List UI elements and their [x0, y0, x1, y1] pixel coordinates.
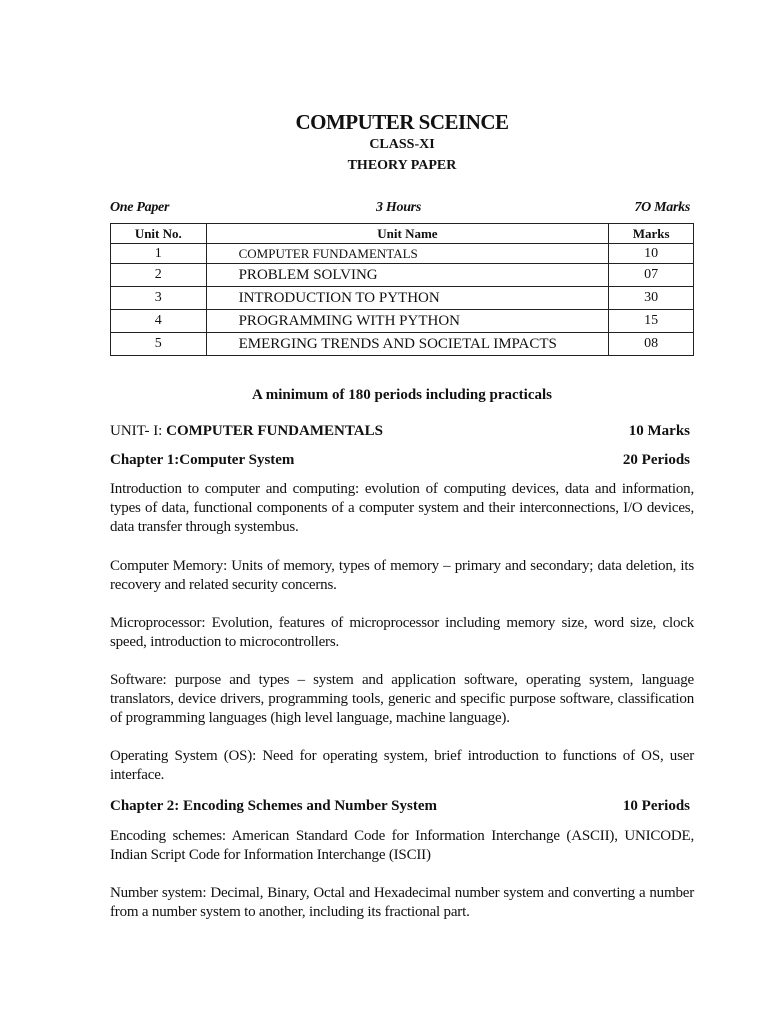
unit-title: COMPUTER FUNDAMENTALS [166, 423, 383, 439]
unit-name: COMPUTER FUNDAMENTALS [206, 244, 609, 264]
table-header-row [111, 224, 694, 244]
header-unit-name: Unit Name [206, 224, 609, 244]
unit-name: INTRODUCTION TO PYTHON [206, 287, 609, 310]
unit-heading-title [110, 423, 383, 440]
unit-marks: 15 [609, 310, 694, 333]
paragraph-memory: Computer Memory: Units of memory, types of memory – primary and secondary; data deletion, its recovery and related security concerns. [110, 558, 694, 593]
unit-marks: 07 [609, 264, 694, 287]
chapter-periods: 10 Periods [622, 798, 690, 814]
unit-number: 4 [111, 310, 207, 333]
units-table [110, 223, 694, 356]
unit-marks-label: 10 Marks [628, 423, 690, 439]
paragraph-software: Software: purpose and types – system and application software, operating system, language translators, device drivers, programming tools, generic and specific purpose software, classification of programming languages (high level language, machine language). [110, 672, 694, 726]
unit-marks: 10 [609, 244, 694, 264]
document-title: COMPUTER SCEINCE [295, 110, 509, 134]
paper-count: One Paper [110, 200, 170, 215]
unit-prefix: UNIT- I: [110, 423, 167, 439]
unit-number: 2 [111, 264, 207, 287]
chapter-periods: 20 Periods [622, 452, 690, 468]
class-label: CLASS-XI [369, 137, 435, 152]
unit-number: 3 [111, 287, 207, 310]
unit-marks: 30 [609, 287, 694, 310]
chapter-heading [110, 452, 694, 472]
unit-name: PROBLEM SOLVING [206, 264, 609, 287]
paragraph-number-system: Number system: Decimal, Binary, Octal and Hexadecimal number system and converting a number from a number system to another, including its fractional part. [110, 885, 694, 920]
unit-heading [110, 423, 694, 443]
unit-number: 1 [111, 244, 207, 264]
paper-info-row [110, 200, 694, 218]
unit-number: 5 [111, 333, 207, 356]
header-unit-no: Unit No. [111, 224, 207, 244]
table-row [111, 287, 694, 310]
paragraph-encoding: Encoding schemes: American Standard Code for Information Interchange (ASCII), UNICODE, Indian Script Code for Information Interchange (ISCII) [110, 828, 694, 863]
paper-type-label: THEORY PAPER [347, 158, 457, 173]
paper-duration: 3 Hours [376, 200, 421, 215]
chapter-title: Chapter 2: Encoding Schemes and Number System [110, 798, 437, 814]
chapter-title: Chapter 1:Computer System [110, 452, 295, 468]
unit-marks: 08 [609, 333, 694, 356]
chapter-heading [110, 798, 694, 818]
paragraph-os: Operating System (OS): Need for operating system, brief introduction to functions of OS, user interface. [110, 748, 694, 783]
table-row [111, 244, 694, 264]
table-row [111, 264, 694, 287]
table-row [111, 310, 694, 333]
minimum-periods-note: A minimum of 180 periods including practicals [251, 387, 553, 403]
unit-name: EMERGING TRENDS AND SOCIETAL IMPACTS [206, 333, 609, 356]
header-marks: Marks [609, 224, 694, 244]
paper-total-marks: 7O Marks [634, 200, 690, 215]
paragraph-microprocessor: Microprocessor: Evolution, features of microprocessor including memory size, word size, clock speed, introduction to microcontrollers. [110, 615, 694, 650]
paragraph-intro: Introduction to computer and computing: evolution of computing devices, data and information, types of data, functional components of a computer system and their interconnections, I/O devices, data transfer through systembus. [110, 481, 694, 535]
table-row [111, 333, 694, 356]
unit-name: PROGRAMMING WITH PYTHON [206, 310, 609, 333]
